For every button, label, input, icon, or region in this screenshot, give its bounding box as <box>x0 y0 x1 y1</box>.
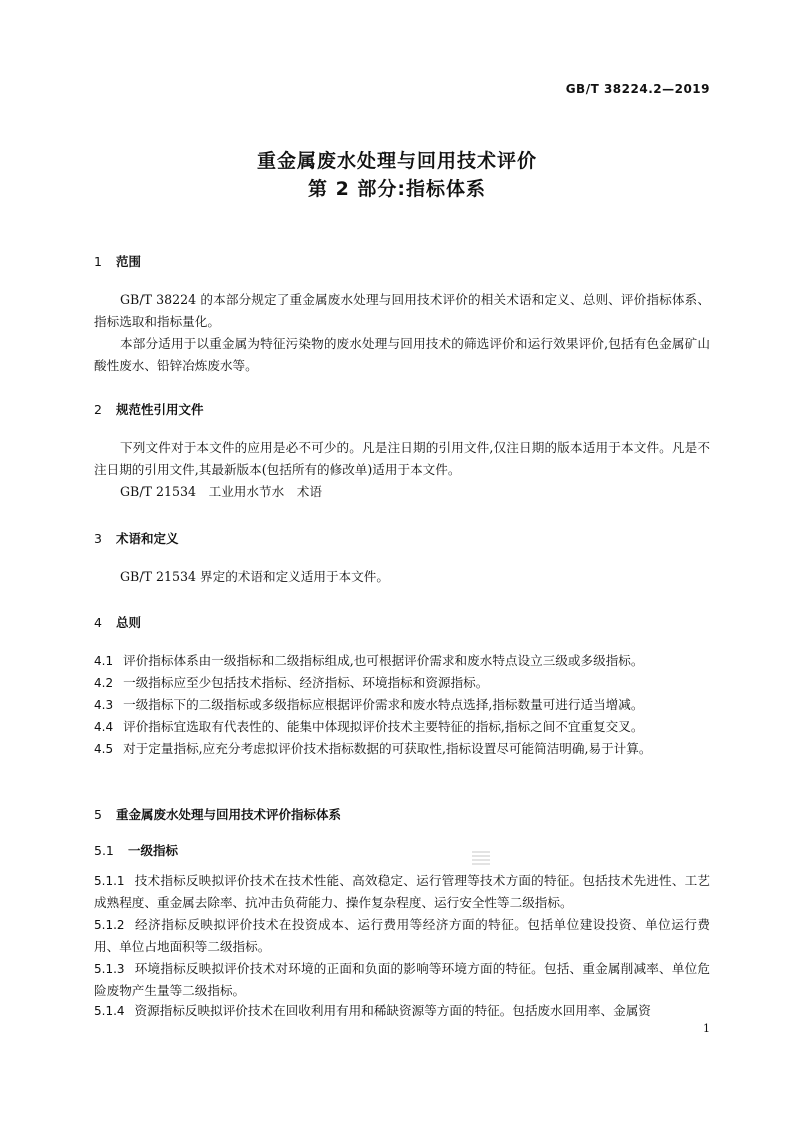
subsection-5-1-title: 一级指标 <box>128 843 179 858</box>
clause-number: 4.1 <box>94 654 114 668</box>
clause-4-4 <box>94 716 710 738</box>
clause-text: 评价指标体系由一级指标和二级指标组成,也可根据评价需求和废水特点设立三级或多级指标。 <box>123 653 644 668</box>
section-2-title: 规范性引用文件 <box>116 402 204 417</box>
clause-number: 4.5 <box>94 742 114 756</box>
clause-5-1-2 <box>94 914 710 958</box>
subsection-5-1-number: 5.1 <box>94 843 114 858</box>
clause-number: 4.4 <box>94 720 114 734</box>
section-5-heading <box>94 805 341 823</box>
section-2-number: 2 <box>94 402 102 417</box>
section-1-number: 1 <box>94 254 102 269</box>
clause-number: 5.1.1 <box>94 874 125 888</box>
normative-reference: GB/T 21534 工业用水节水 术语 <box>120 484 322 499</box>
clause-text: 一级指标下的二级指标或多级指标应根据评价需求和废水特点选择,指标数量可进行适当增减。 <box>123 697 644 712</box>
clause-4-5 <box>94 738 710 760</box>
section-3-number: 3 <box>94 531 102 546</box>
subsection-5-1-heading <box>94 841 178 859</box>
clause-text: 对于定量指标,应充分考虑拟评价技术指标数据的可获取性,指标设置尽可能简洁明确,易于计算。 <box>123 741 652 756</box>
clause-number: 5.1.2 <box>94 918 125 932</box>
clause-4-2 <box>94 672 710 694</box>
section-4-title: 总则 <box>116 615 142 630</box>
clause-text: 评价指标宜选取有代表性的、能集中体现拟评价技术主要特征的指标,指标之间不宜重复交叉。 <box>123 719 644 734</box>
section-3-paragraph-1: GB/T 21534 界定的术语和定义适用于本文件。 <box>120 569 389 584</box>
clause-text: 资源指标反映拟评价技术在回收利用有用和稀缺资源等方面的特征。包括废水回用率、金属资 <box>134 1003 651 1018</box>
page-number: 1 <box>703 1022 710 1035</box>
clause-text: 经济指标反映拟评价技术在投资成本、运行费用等经济方面的特征。包括单位建设投资、单位运行费用、单位占地面积等二级指标。 <box>94 917 710 954</box>
clause-number: 4.2 <box>94 676 114 690</box>
clause-5-1-1 <box>94 870 710 914</box>
clause-4-1 <box>94 650 710 672</box>
clause-text: 技术指标反映拟评价技术在技术性能、高效稳定、运行管理等技术方面的特征。包括技术先进性、工艺成熟程度、重金属去除率、抗冲击负荷能力、操作复杂程度、运行安全性等二级指标。 <box>94 873 710 910</box>
section-5-title: 重金属废水处理与回用技术评价指标体系 <box>116 807 342 822</box>
section-1-title: 范围 <box>116 254 142 269</box>
standard-number: GB/T 38224.2—2019 <box>565 82 710 96</box>
document-title-line1: 重金属废水处理与回用技术评价 <box>256 150 537 172</box>
clause-number: 4.3 <box>94 698 114 712</box>
clause-5-1-3 <box>94 958 710 1002</box>
clause-number: 5.1.4 <box>94 1004 125 1018</box>
section-4-heading <box>94 613 141 631</box>
clause-5-1-4 <box>94 1000 710 1022</box>
clause-number: 5.1.3 <box>94 962 125 976</box>
section-4-number: 4 <box>94 615 102 630</box>
section-1-heading <box>94 252 141 270</box>
clause-4-3 <box>94 694 710 716</box>
section-2-paragraph-1: 下列文件对于本文件的应用是必不可少的。凡是注日期的引用文件,仅注日期的版本适用于本文件。凡是不注日期的引用文件,其最新版本(包括所有的修改单)适用于本文件。 <box>94 440 710 477</box>
clause-text: 一级指标应至少包括技术指标、经济指标、环境指标和资源指标。 <box>123 675 489 690</box>
watermark-stamp <box>472 851 490 865</box>
section-5-number: 5 <box>94 807 102 822</box>
section-3-title: 术语和定义 <box>116 531 179 546</box>
section-2-heading <box>94 400 204 418</box>
document-title-line2: 第 2 部分:指标体系 <box>307 178 487 200</box>
section-3-heading <box>94 529 179 547</box>
section-1-paragraph-1: GB/T 38224 的本部分规定了重金属废水处理与回用技术评价的相关术语和定义、总则、评价指标体系、指标选取和指标量化。 <box>94 292 710 329</box>
clause-text: 环境指标反映拟评价技术对环境的正面和负面的影响等环境方面的特征。包括、重金属削减率、单位危险废物产生量等二级指标。 <box>94 961 710 998</box>
section-1-paragraph-2: 本部分适用于以重金属为特征污染物的废水处理与回用技术的筛选评价和运行效果评价,包括有色金属矿山酸性废水、铅锌冶炼废水等。 <box>94 336 710 373</box>
